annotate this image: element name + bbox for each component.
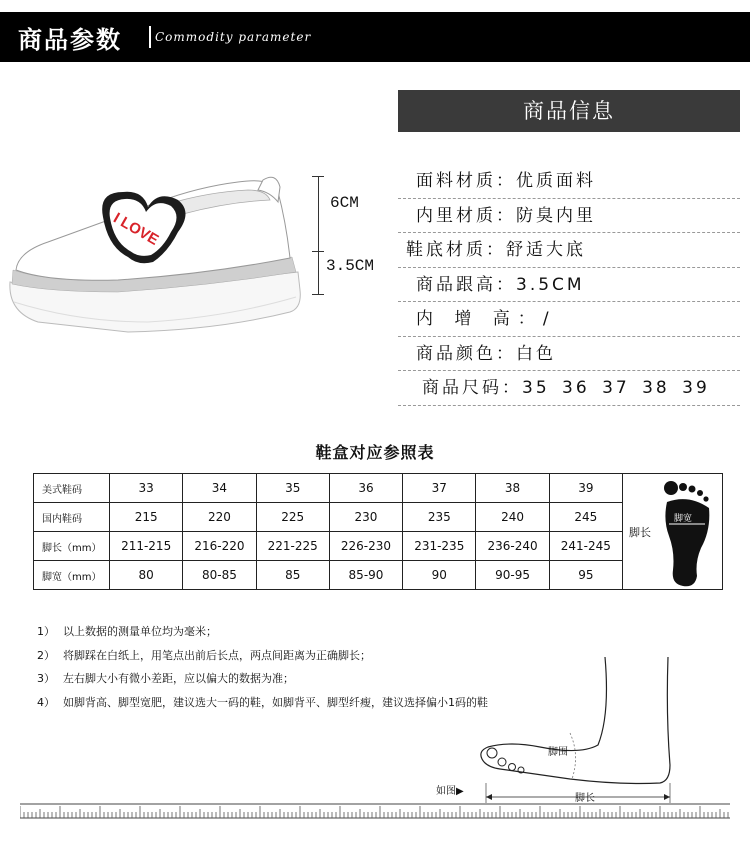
table-cell: 225 [256, 503, 329, 532]
product-info-panel [398, 90, 740, 406]
table-cell: 34 [183, 474, 256, 503]
info-value: / [542, 309, 557, 329]
diagram-length-label: 脚长 [575, 793, 595, 804]
row-label: 美式鞋码 [34, 474, 110, 503]
info-label: 面料材质： [416, 171, 516, 191]
info-row [398, 371, 740, 406]
note-item [37, 620, 488, 644]
size-table [33, 473, 723, 590]
table-cell: 240 [476, 503, 549, 532]
info-value: 3.5CM [516, 274, 585, 295]
info-value: 舒适大底 [506, 240, 586, 260]
info-label: 商品尺码： [422, 378, 522, 398]
info-label: 商品跟高： [416, 274, 516, 295]
table-cell: 85 [256, 561, 329, 590]
table-cell: 235 [403, 503, 476, 532]
note-number: 1） [37, 625, 55, 638]
table-cell: 38 [476, 474, 549, 503]
dim-tick [312, 294, 324, 295]
table-cell: 231-235 [403, 532, 476, 561]
dim-upper-height: 6CM [330, 194, 359, 212]
info-row [398, 164, 740, 199]
table-cell: 215 [110, 503, 183, 532]
note-number: 4） [37, 695, 55, 709]
dim-line [318, 176, 319, 294]
table-cell: 36 [329, 474, 402, 503]
note-text: 以上数据的测量单位均为毫米； [63, 625, 217, 638]
ruler [20, 803, 730, 819]
row-label: 脚宽（mm） [34, 561, 110, 590]
foot-sole-icon [659, 480, 715, 588]
table-cell: 211-215 [110, 532, 183, 561]
table-cell: 90 [403, 561, 476, 590]
info-row [398, 302, 740, 337]
note-number: 2） [37, 648, 55, 662]
foot-diagram-cell [623, 474, 723, 590]
as-shown-label: 如图▶ [436, 786, 464, 797]
shoe-badge-text: I LOVE [110, 209, 162, 249]
table-row [34, 503, 723, 532]
table-cell: 85-90 [329, 561, 402, 590]
row-label: 国内鞋码 [34, 503, 110, 532]
table-row [34, 532, 723, 561]
header-title: 商品参数 [18, 26, 122, 54]
table-cell: 35 [256, 474, 329, 503]
table-cell: 80 [110, 561, 183, 590]
foot-length-label: 脚长 [629, 526, 651, 539]
table-row [34, 474, 723, 503]
header-subtitle: Commodity parameter [155, 30, 312, 44]
table-cell: 226-230 [329, 532, 402, 561]
header-divider [149, 26, 151, 48]
info-label: 商品颜色： [416, 343, 516, 364]
table-cell: 90-95 [476, 561, 549, 590]
info-row [398, 268, 740, 303]
table-cell: 33 [110, 474, 183, 503]
info-value: 白色 [516, 343, 556, 364]
table-cell: 216-220 [183, 532, 256, 561]
table-cell: 80-85 [183, 561, 256, 590]
info-row [398, 233, 740, 268]
foot-measure-diagram [420, 655, 700, 810]
table-cell: 39 [549, 474, 622, 503]
row-label: 脚长（mm） [34, 532, 110, 561]
table-cell: 236-240 [476, 532, 549, 561]
header-bar [0, 12, 750, 62]
note-text: 如脚背高、脚型宽肥，建议选大一码的鞋，如脚背平、脚型纤瘦，建议选择偏小1码的鞋 [63, 695, 488, 709]
info-row [398, 337, 740, 372]
table-cell: 221-225 [256, 532, 329, 561]
note-number: 3） [37, 672, 55, 685]
info-label: 鞋底材质： [406, 240, 506, 260]
info-label: 内 增 高： [416, 309, 543, 329]
foot-width-label: 脚宽 [674, 514, 693, 524]
note-text: 左右脚大小有微小差距，应以偏大的数据为准； [63, 672, 294, 685]
table-cell: 220 [183, 503, 256, 532]
note-text: 将脚踩在白纸上，用笔点出前后长点，两点间距离为正确脚长； [63, 648, 371, 662]
info-value: 35 36 37 38 39 [522, 378, 710, 398]
info-value: 优质面料 [516, 171, 596, 191]
info-heading: 商品信息 [398, 90, 740, 132]
table-cell: 245 [549, 503, 622, 532]
table-cell: 230 [329, 503, 402, 532]
table-cell: 241-245 [549, 532, 622, 561]
table-cell: 95 [549, 561, 622, 590]
size-table-title: 鞋盒对应参照表 [315, 443, 435, 462]
dim-tick [312, 176, 324, 177]
girth-label: 脚围 [548, 747, 568, 758]
table-cell: 37 [403, 474, 476, 503]
dim-tick [312, 251, 324, 252]
info-value: 防臭内里 [516, 205, 596, 226]
info-label: 内里材质： [416, 205, 516, 226]
table-row [34, 561, 723, 590]
dim-heel-height: 3.5CM [326, 257, 375, 275]
info-row [398, 199, 740, 234]
shoe-image [8, 162, 303, 342]
